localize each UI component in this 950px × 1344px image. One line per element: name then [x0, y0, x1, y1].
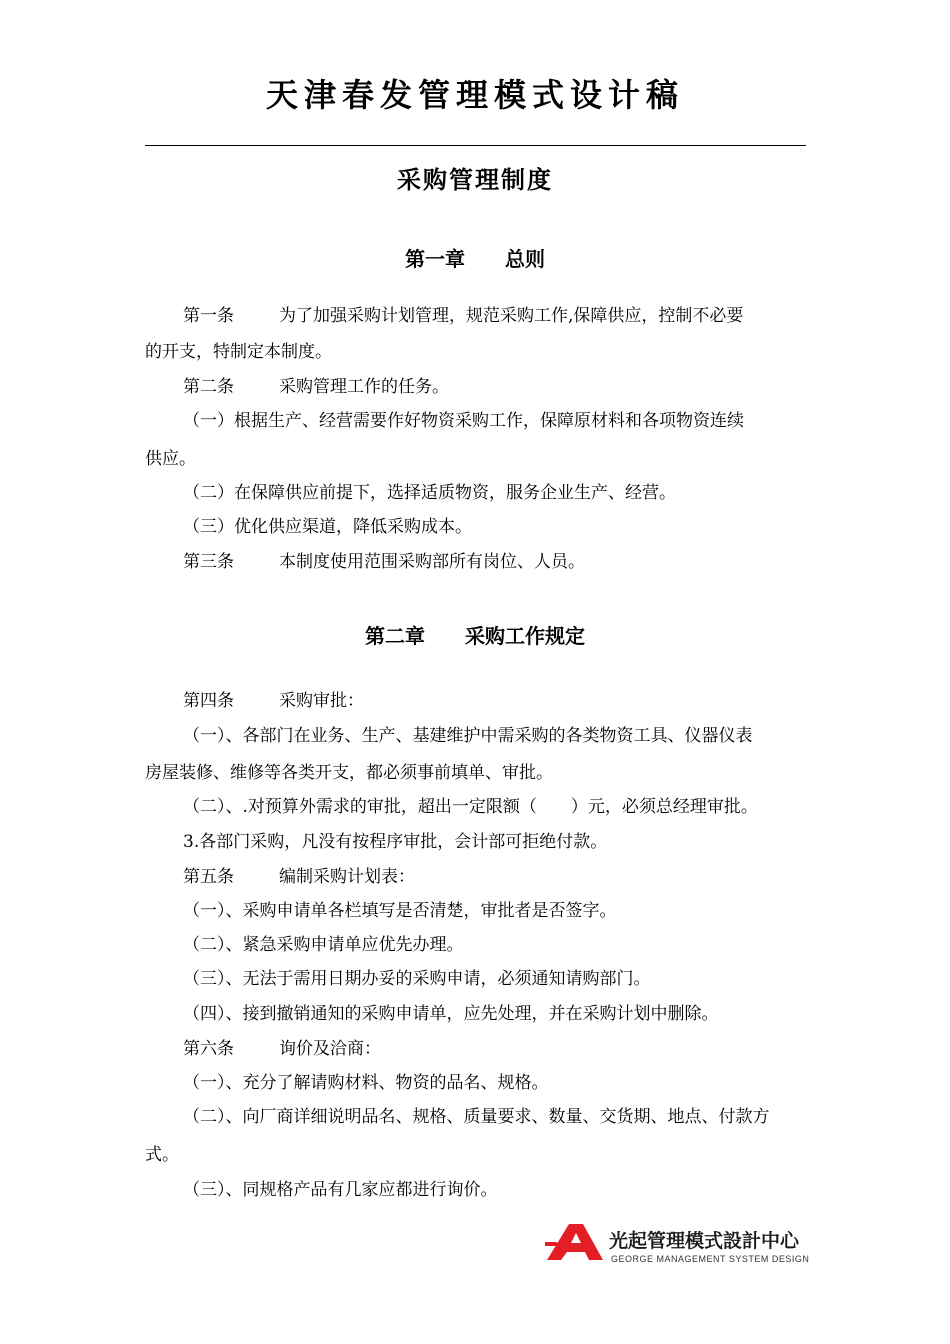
article-1-label: 第一条: [183, 306, 234, 326]
article-4-text: 采购审批：: [279, 691, 364, 711]
article-6-item-2-cont: 式。: [145, 1145, 179, 1165]
article-4-item-3: 3.各部门采购，凡没有按程序审批，会计部可拒绝付款。: [183, 832, 608, 852]
logo-chinese-name: 光起管理模式設計中心: [609, 1230, 800, 1252]
article-4-item-1: （一）、各部门在业务、生产、基建维护中需采购的各类物资工具、仪器仪表: [183, 726, 753, 746]
article-5-item-4: （四）、接到撤销通知的采购申请单，应先处理，并在采购计划中删除。: [183, 1004, 719, 1024]
article-1-cont: 的开支，特制定本制度。: [145, 342, 332, 362]
article-1: [183, 305, 743, 327]
page-header-title: 天津春发管理模式设计稿: [265, 76, 684, 114]
chapter-1-heading: [0, 243, 950, 272]
article-2-item-1-cont: 供应。: [145, 449, 196, 469]
article-5-text: 编制采购计划表：: [279, 867, 415, 887]
article-2-text: 采购管理工作的任务。: [279, 377, 449, 397]
logo-english-name: GEORGE MANAGEMENT SYSTEM DESIGN: [611, 1254, 810, 1264]
article-6-item-1: （一）、充分了解请购材料、物资的品名、规格。: [183, 1073, 549, 1093]
chapter-2-heading: [0, 620, 950, 649]
article-5-item-2: （二）、紧急采购申请单应优先办理。: [183, 935, 464, 955]
article-5: [183, 866, 415, 888]
article-5-label: 第五条: [183, 867, 234, 887]
company-logo: [545, 1222, 810, 1268]
article-6-label: 第六条: [183, 1039, 234, 1059]
chapter-2-name: 采购工作规定: [465, 624, 585, 648]
chapter-1-name: 总则: [505, 247, 545, 271]
article-4-item-1-cont: 房屋装修、维修等各类开支，都必须事前填单、审批。: [145, 763, 553, 783]
article-3: [183, 551, 585, 573]
article-1-text: 为了加强采购计划管理，规范采购工作,保障供应，控制不必要: [279, 306, 744, 326]
article-4-label: 第四条: [183, 691, 234, 711]
article-2-label: 第二条: [183, 377, 234, 397]
article-3-label: 第三条: [183, 552, 234, 572]
article-2-item-2: （二）在保障供应前提下，选择适质物资，服务企业生产、经营。: [183, 483, 676, 503]
article-5-item-3: （三）、无法于需用日期办妥的采购申请，必须通知请购部门。: [183, 969, 651, 989]
article-4: [183, 690, 364, 712]
article-6-item-3: （三）、同规格产品有几家应都进行询价。: [183, 1180, 498, 1200]
article-6-item-2: （二）、向厂商详细说明品名、规格、质量要求、数量、交货期、地点、付款方: [183, 1107, 770, 1127]
article-2-item-3: （三）优化供应渠道，降低采购成本。: [183, 517, 472, 537]
article-2-item-1: （一）根据生产、经营需要作好物资采购工作，保障原材料和各项物资连续: [183, 411, 744, 431]
article-2: [183, 376, 449, 398]
article-6: [183, 1038, 381, 1060]
header-rule: [145, 145, 806, 146]
article-5-item-1: （一）、采购申请单各栏填写是否清楚，审批者是否签字。: [183, 901, 617, 921]
article-4-item-2: （二）、.对预算外需求的审批，超出一定限额（ ）元，必须总经理审批。: [183, 797, 758, 817]
logo-a-icon: [545, 1222, 605, 1262]
article-3-text: 本制度使用范围采购部所有岗位、人员。: [279, 552, 585, 572]
document-title: 采购管理制度: [397, 166, 553, 194]
chapter-2-number: 第二章: [365, 624, 425, 648]
chapter-1-number: 第一章: [405, 247, 465, 271]
article-6-text: 询价及洽商：: [279, 1039, 381, 1059]
